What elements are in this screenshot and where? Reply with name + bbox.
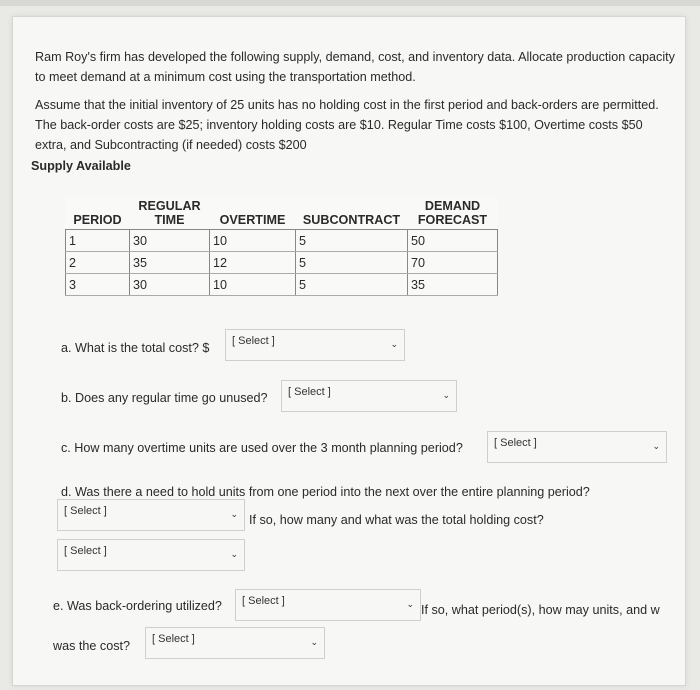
cell-period: 1 bbox=[66, 230, 130, 252]
header-regular-time: REGULAR TIME bbox=[130, 197, 210, 230]
chevron-down-icon: ⌄ bbox=[652, 441, 660, 451]
chevron-down-icon: ⌄ bbox=[310, 637, 318, 647]
select-placeholder: [ Select ] bbox=[64, 545, 107, 557]
question-e-follow-label: If so, what period(s), how may units, and w bbox=[421, 603, 660, 617]
chevron-down-icon: ⌄ bbox=[230, 509, 238, 519]
cell-subcontract: 5 bbox=[296, 274, 408, 296]
cell-regular: 30 bbox=[130, 230, 210, 252]
select-placeholder: [ Select ] bbox=[288, 386, 331, 398]
total-cost-select[interactable] bbox=[225, 329, 405, 361]
cell-period: 2 bbox=[66, 252, 130, 274]
cell-demand: 35 bbox=[408, 274, 498, 296]
holding-cost-select[interactable] bbox=[57, 539, 245, 571]
table-row bbox=[66, 252, 498, 274]
question-d-follow-label: If so, how many and what was the total holding cost? bbox=[249, 513, 544, 527]
intro-paragraph-1: Ram Roy's firm has developed the following supply, demand, cost, and inventory data. Allocate production capacity to meet demand at a minimum cost using the transportation method. bbox=[35, 50, 675, 84]
cell-demand: 50 bbox=[408, 230, 498, 252]
cell-subcontract: 5 bbox=[296, 252, 408, 274]
chevron-down-icon: ⌄ bbox=[406, 599, 414, 609]
supply-title: Supply Available bbox=[31, 159, 131, 173]
table-row bbox=[66, 274, 498, 296]
supply-table bbox=[65, 197, 498, 296]
cell-overtime: 12 bbox=[210, 252, 296, 274]
cell-regular: 30 bbox=[130, 274, 210, 296]
select-placeholder: [ Select ] bbox=[242, 595, 285, 607]
question-page bbox=[12, 16, 686, 686]
header-demand-forecast: DEMAND FORECAST bbox=[408, 197, 498, 230]
header-period: PERIOD bbox=[66, 197, 130, 230]
cell-overtime: 10 bbox=[210, 230, 296, 252]
question-e-label: e. Was back-ordering utilized? bbox=[53, 599, 222, 613]
cell-demand: 70 bbox=[408, 252, 498, 274]
select-placeholder: [ Select ] bbox=[152, 633, 195, 645]
question-a-label: a. What is the total cost? $ bbox=[61, 341, 210, 355]
table-header-row bbox=[66, 197, 498, 230]
question-b-label: b. Does any regular time go unused? bbox=[61, 391, 268, 405]
question-d-label: d. Was there a need to hold units from one period into the next over the entire planning period? bbox=[61, 485, 590, 499]
header-overtime: OVERTIME bbox=[210, 197, 296, 230]
select-placeholder: [ Select ] bbox=[232, 335, 275, 347]
top-strip bbox=[0, 0, 700, 6]
chevron-down-icon: ⌄ bbox=[442, 390, 450, 400]
hold-units-select[interactable] bbox=[57, 499, 245, 531]
table-row bbox=[66, 230, 498, 252]
header-subcontract: SUBCONTRACT bbox=[296, 197, 408, 230]
cell-subcontract: 5 bbox=[296, 230, 408, 252]
cell-period: 3 bbox=[66, 274, 130, 296]
select-placeholder: [ Select ] bbox=[64, 505, 107, 517]
back-order-cost-select[interactable] bbox=[145, 627, 325, 659]
cell-overtime: 10 bbox=[210, 274, 296, 296]
select-placeholder: [ Select ] bbox=[494, 437, 537, 449]
question-e-cost-label: was the cost? bbox=[53, 639, 131, 653]
chevron-down-icon: ⌄ bbox=[230, 549, 238, 559]
cell-regular: 35 bbox=[130, 252, 210, 274]
back-ordering-select[interactable] bbox=[235, 589, 421, 621]
chevron-down-icon: ⌄ bbox=[390, 339, 398, 349]
unused-regular-time-select[interactable] bbox=[281, 380, 457, 412]
overtime-units-select[interactable] bbox=[487, 431, 667, 463]
intro-paragraph-2: Assume that the initial inventory of 25 units has no holding cost in the first period and back-orders are permitted. The back-order costs are $25; inventory holding costs are $10. Regular Time costs $100, Overtime costs $50 extra, and Subcontracting (if needed) costs $200 bbox=[35, 98, 659, 152]
question-c-label: c. How many overtime units are used over the 3 month planning period? bbox=[61, 441, 463, 455]
